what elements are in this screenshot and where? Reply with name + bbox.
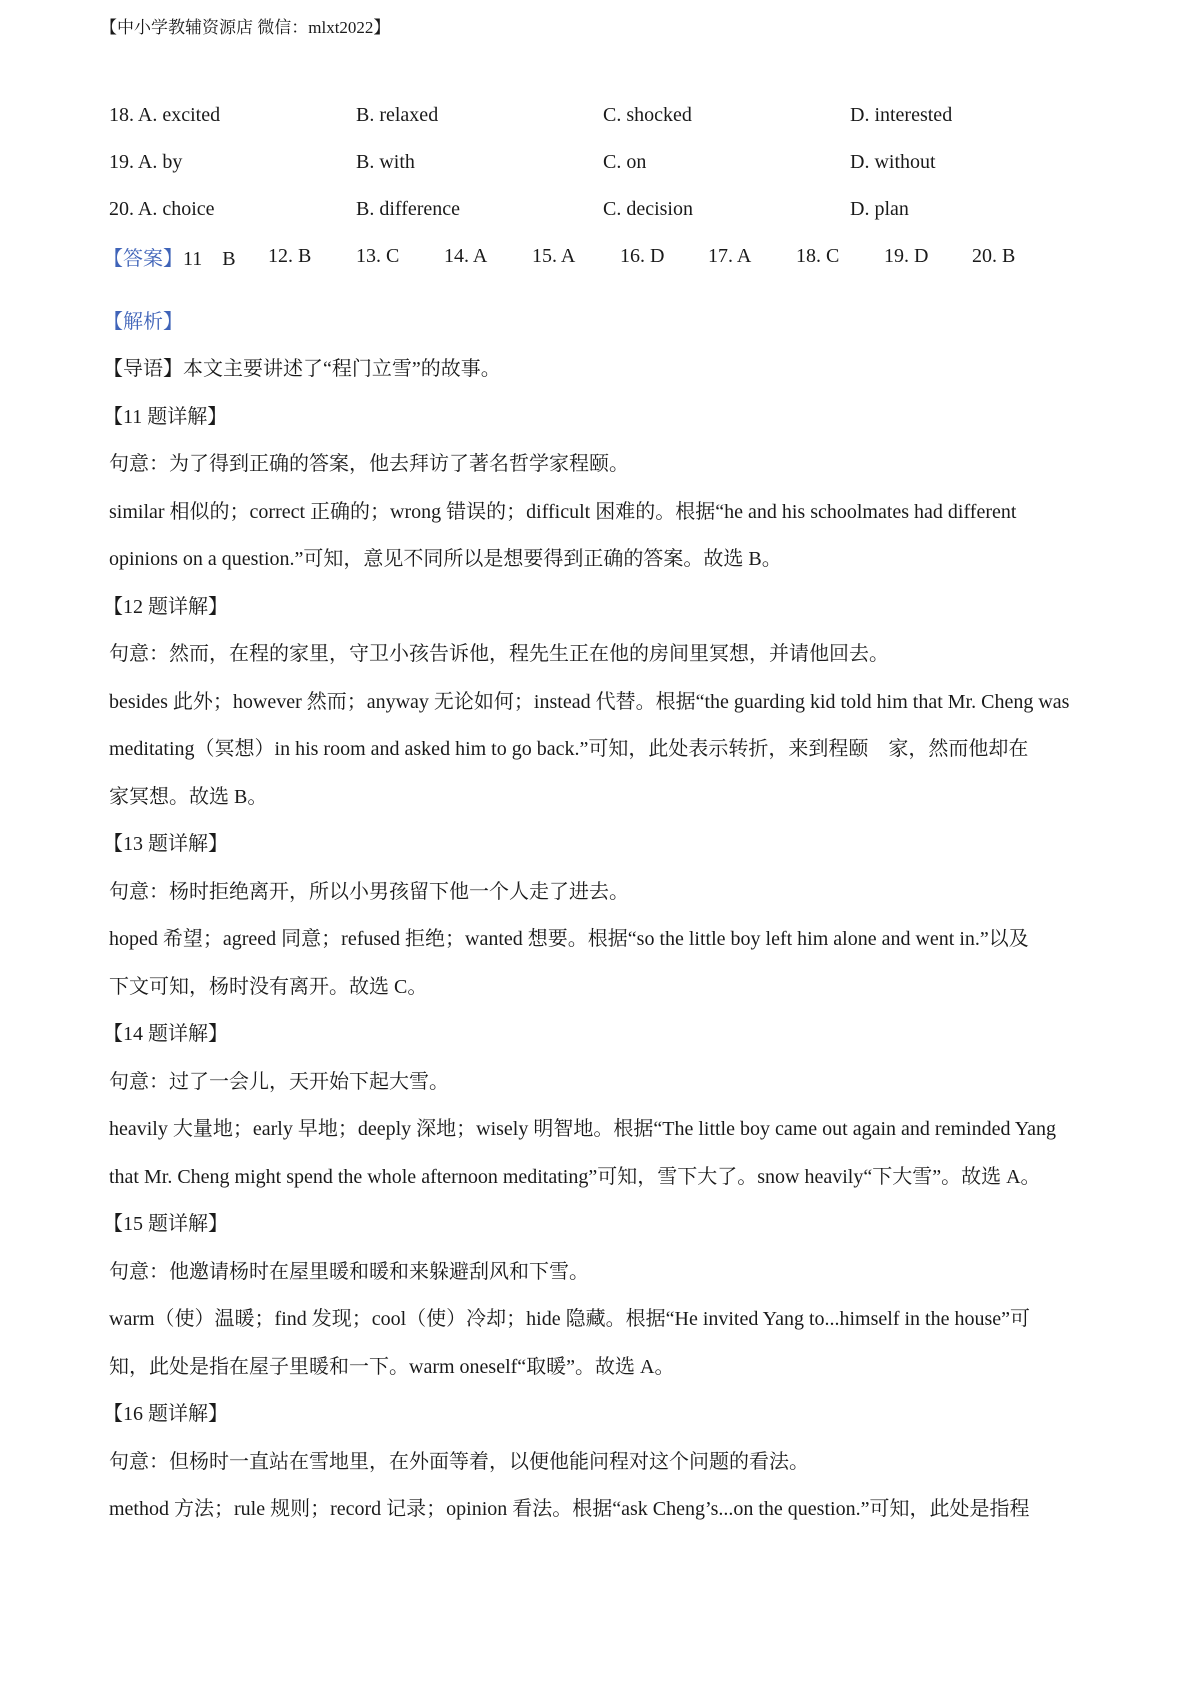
option-d: D. plan <box>850 198 909 220</box>
paragraph-line: 句意：杨时拒绝离开，所以小男孩留下他一个人走了进去。 <box>109 880 629 903</box>
option-row-18 <box>109 92 1109 139</box>
answer-item: 11 B <box>183 248 236 270</box>
section-heading-15: 【15 题详解】 <box>103 1213 228 1236</box>
answer-item: 12. B <box>268 245 312 267</box>
answer-item: 13. C <box>356 245 400 267</box>
document-body <box>103 92 1109 1531</box>
section-heading-11: 【11 题详解】 <box>103 405 228 428</box>
paragraph-line: heavily 大量地；early 早地；deeply 深地；wisely 明智地。根据“The little boy came out again and reminded Yang <box>109 1118 1057 1141</box>
paragraph-line: 句意：然而，在程的家里，守卫小孩告诉他，程先生正在他的房间里冥想，并请他回去。 <box>109 643 889 666</box>
intro-line: 【导语】本文主要讲述了“程门立雪”的故事。 <box>103 358 501 381</box>
answer-item: 18. C <box>796 245 840 267</box>
answer-item: 15. A <box>532 245 576 267</box>
option-a: 19. A. by <box>109 151 183 173</box>
answer-item: 19. D <box>884 245 929 267</box>
paragraph-line: 句意：他邀请杨时在屋里暖和暖和来躲避刮风和下雪。 <box>109 1260 589 1283</box>
option-a: 18. A. excited <box>109 104 221 126</box>
option-row-19 <box>109 139 1109 186</box>
section-heading-16: 【16 题详解】 <box>103 1403 228 1426</box>
option-row-20 <box>109 186 1109 233</box>
option-c: C. on <box>603 151 647 173</box>
answer-item: 14. A <box>444 245 488 267</box>
paragraph-line: opinions on a question.”可知，意见不同所以是想要得到正确的答案。故选 B。 <box>109 548 782 571</box>
section-heading-12: 【12 题详解】 <box>103 595 228 618</box>
option-d: D. without <box>850 151 936 173</box>
paragraph-line: besides 此外；however 然而；anyway 无论如何；instead 代替。根据“the guarding kid told him that Mr. Cheng was <box>109 690 1070 713</box>
section-heading-13: 【13 题详解】 <box>103 833 228 856</box>
option-c: C. decision <box>603 198 693 220</box>
section-heading-14: 【14 题详解】 <box>103 1023 228 1046</box>
answer-row <box>103 233 1109 280</box>
paragraph-line: 句意：但杨时一直站在雪地里，在外面等着，以便他能问程对这个问题的看法。 <box>109 1450 809 1473</box>
paragraph-line: warm（使）温暖；find 发现；cool（使）冷却；hide 隐藏。根据“He invited Yang to...himself in the house”可 <box>109 1308 1031 1331</box>
option-b: B. difference <box>356 198 461 220</box>
analysis-label: 【解析】 <box>103 311 183 333</box>
paragraph-line: 家冥想。故选 B。 <box>109 785 268 808</box>
answer-item: 20. B <box>972 245 1016 267</box>
paragraph-line: 句意：过了一会儿，天开始下起大雪。 <box>109 1070 449 1093</box>
paragraph-line: meditating（冥想）in his room and asked him to go back.”可知，此处表示转折，来到程颐 家，然而他却在 <box>109 738 1029 761</box>
option-b: B. with <box>356 151 415 173</box>
option-b: B. relaxed <box>356 104 439 126</box>
paragraph-line: 知，此处是指在屋子里暖和一下。warm oneself“取暖”。故选 A。 <box>109 1355 675 1378</box>
answer-label: 【答案】 <box>103 248 183 270</box>
paragraph-line: 句意：为了得到正确的答案，他去拜访了著名哲学家程颐。 <box>109 453 629 476</box>
option-c: C. shocked <box>603 104 692 126</box>
answer-item: 16. D <box>620 245 665 267</box>
paragraph-line: method 方法；rule 规则；record 记录；opinion 看法。根据“ask Cheng’s...on the question.”可知，此处是指程 <box>109 1498 1030 1521</box>
paragraph-line: 下文可知，杨时没有离开。故选 C。 <box>109 975 428 998</box>
option-a: 20. A. choice <box>109 198 215 220</box>
page-header-watermark: 【中小学教辅资源店 微信：mlxt2022】 <box>100 18 391 37</box>
option-d: D. interested <box>850 104 953 126</box>
answer-item: 17. A <box>708 245 752 267</box>
paragraph-line: that Mr. Cheng might spend the whole afternoon meditating”可知，雪下大了。snow heavily“下大雪”。故选 A。 <box>109 1165 1041 1188</box>
paragraph-line: hoped 希望；agreed 同意；refused 拒绝；wanted 想要。根据“so the little boy left him alone and went in.”以及 <box>109 928 1029 951</box>
paragraph-line: similar 相似的；correct 正确的；wrong 错误的；difficult 困难的。根据“he and his schoolmates had different <box>109 500 1017 523</box>
